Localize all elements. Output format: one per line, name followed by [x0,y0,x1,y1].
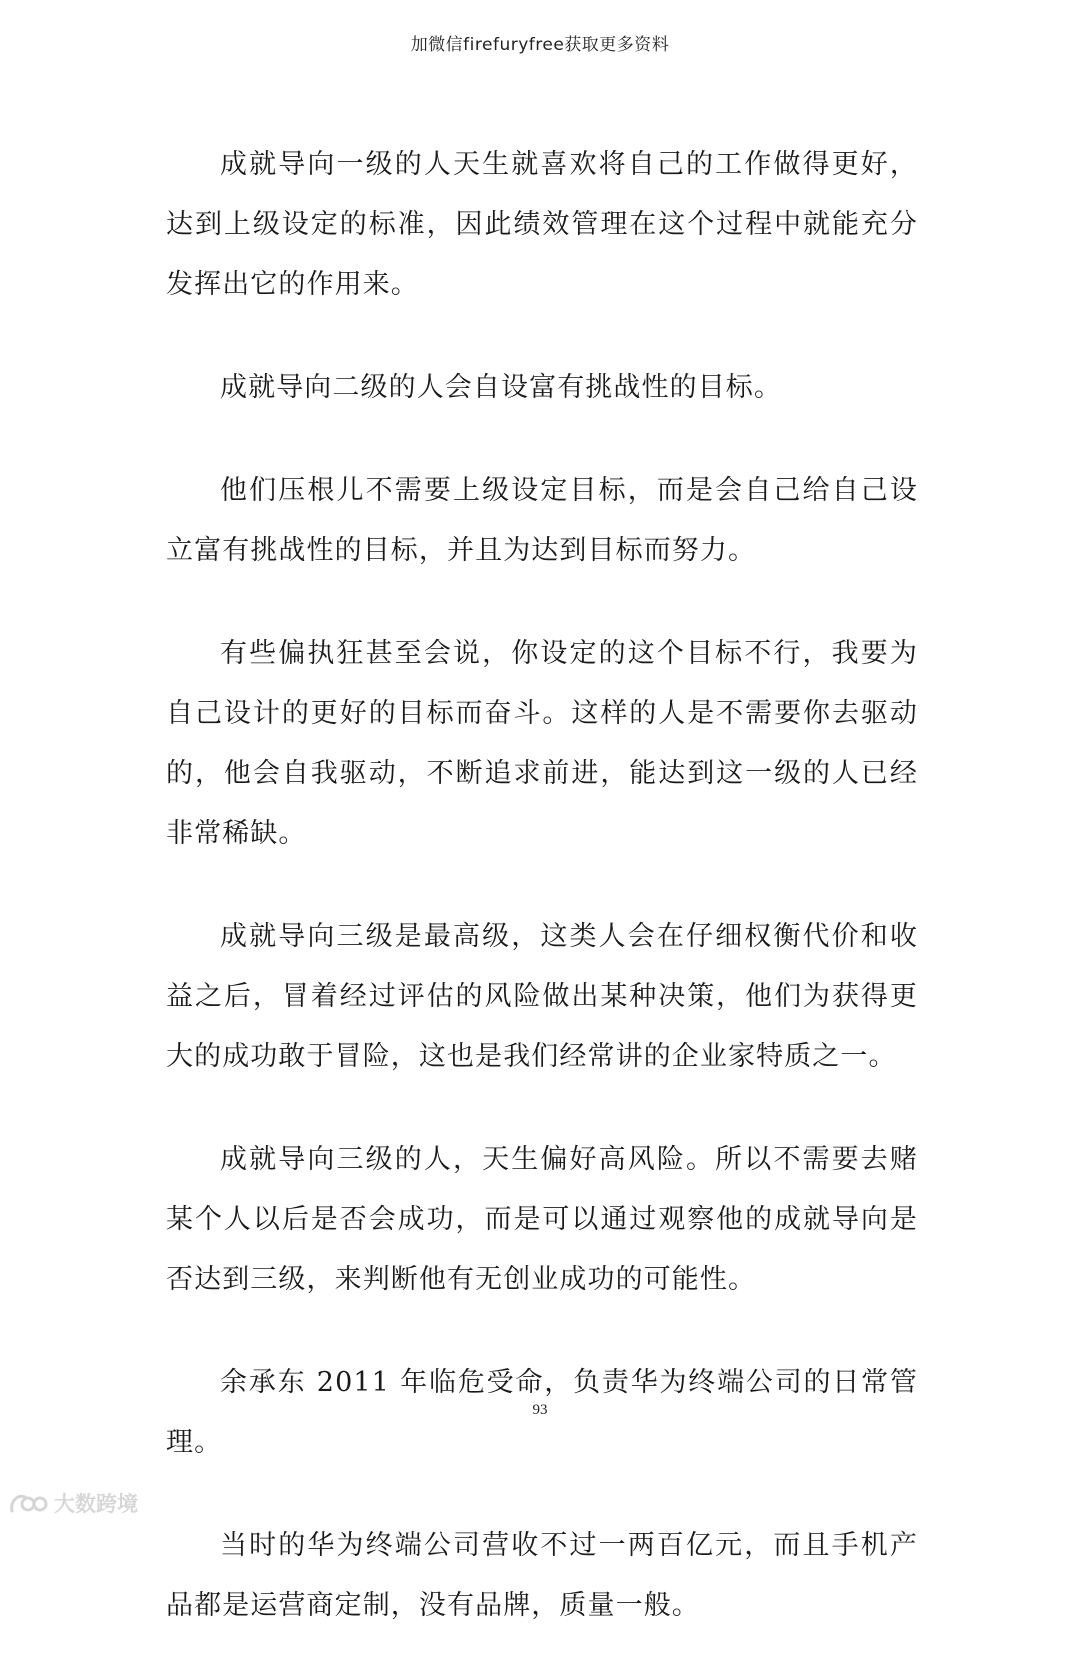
paragraph: 成就导向一级的人天生就喜欢将自己的工作做得更好，达到上级设定的标准，因此绩效管理在这个过程中就能充分发挥出它的作用来。 [166,149,918,300]
paragraph: 余承东 2011 年临危受命，负责华为终端公司的日常管理。 [166,1367,918,1458]
paragraph: 他们压根儿不需要上级设定目标，而是会自己给自己设立富有挑战性的目标，并且为达到目标而努力。 [166,475,918,566]
paragraph: 成就导向三级的人，天生偏好高风险。所以不需要去赌某个人以后是否会成功，而是可以通过观察他的成就导向是否达到三级，来判断他有无创业成功的可能性。 [166,1144,918,1295]
paragraph: 成就导向二级的人会自设富有挑战性的目标。 [220,372,782,403]
document-body [166,135,918,1679]
brand-logo-icon [8,1491,48,1515]
paragraph: 有些偏执狂甚至会说，你设定的这个目标不行，我要为自己设计的更好的目标而奋斗。这样的人是不需要你去驱动的，他会自我驱动，不断追求前进，能达到这一级的人已经非常稀缺。 [166,638,918,849]
page-number: 93 [532,1402,548,1418]
paragraph: 成就导向三级是最高级，这类人会在仔细权衡代价和收益之后，冒着经过评估的风险做出某种决策，他们为获得更大的成功敢于冒险，这也是我们经常讲的企业家特质之一。 [166,921,918,1072]
paragraph: 当时的华为终端公司营收不过一两百亿元，而且手机产品都是运营商定制，没有品牌，质量一般。 [166,1530,918,1621]
header-note: 加微信firefuryfree获取更多资料 [410,35,670,55]
watermark [8,1488,138,1518]
watermark-text: 大数跨境 [54,1492,138,1516]
